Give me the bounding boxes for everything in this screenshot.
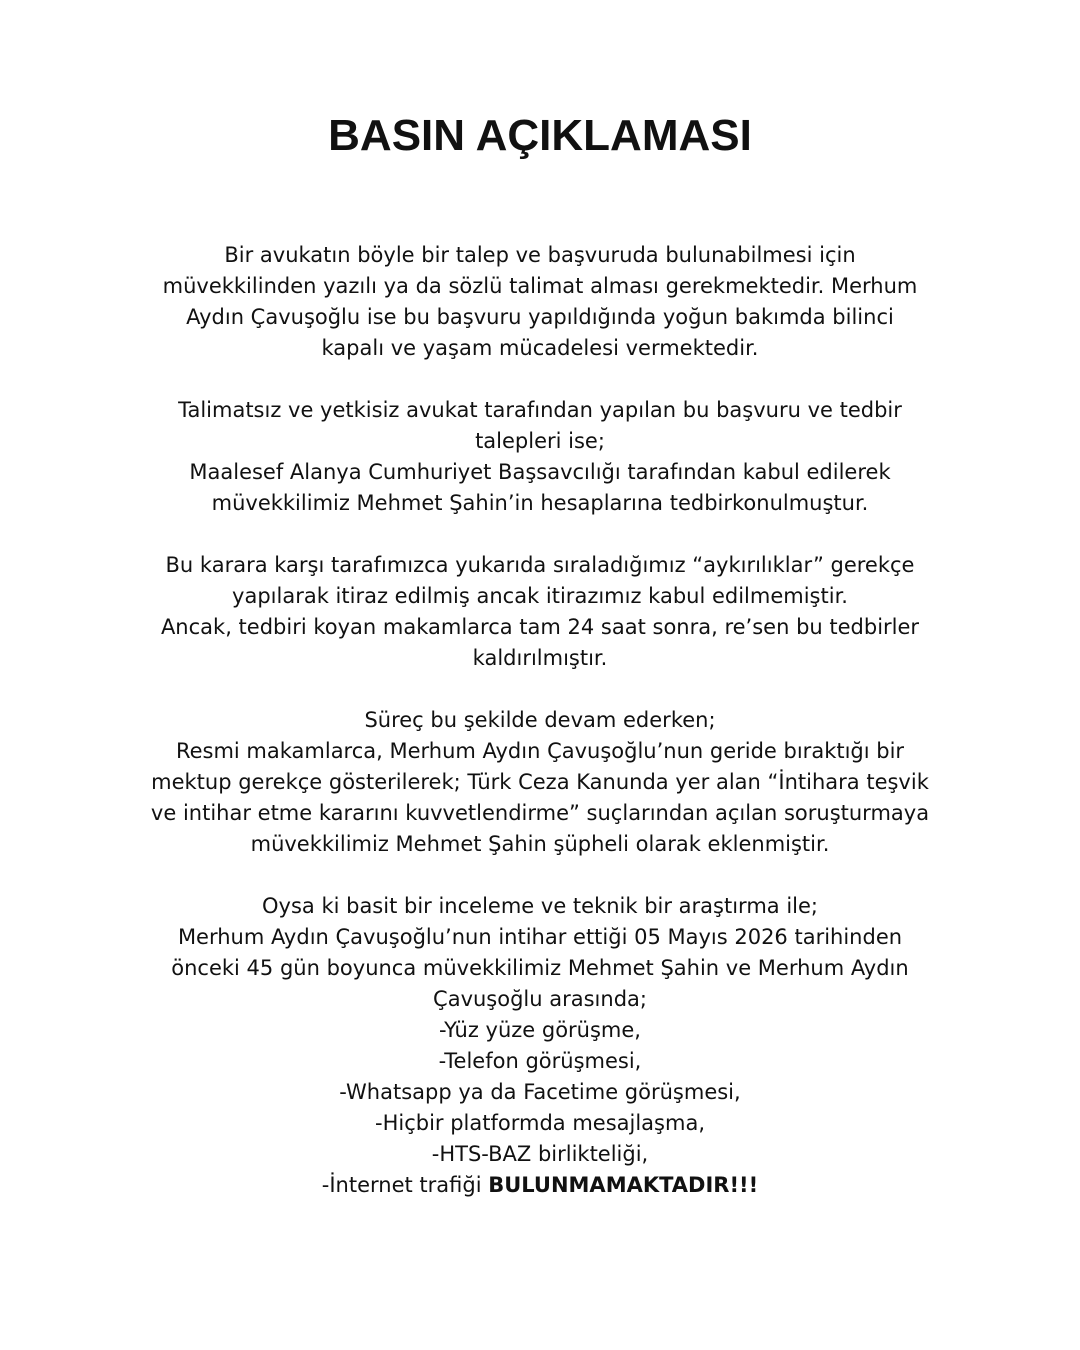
list-item-final: [90, 1170, 990, 1201]
text-line: talepleri ise;: [475, 429, 605, 453]
list-item: -Whatsapp ya da Facetime görüşmesi,: [339, 1080, 741, 1104]
list-item: -Telefon görüşmesi,: [438, 1049, 642, 1073]
text-line: Aydın Çavuşoğlu ise bu başvuru yapıldığında yoğun bakımda bilinci: [186, 305, 894, 329]
text-line: kaldırılmıştır.: [472, 646, 608, 670]
text-line: Resmi makamlarca, Merhum Aydın Çavuşoğlu’nun geride bıraktığı bir: [175, 739, 905, 763]
text-line: Maalesef Alanya Cumhuriyet Başsavcılığı tarafından kabul edilerek: [189, 460, 891, 484]
list-item: -Hiçbir platformda mesajlaşma,: [375, 1111, 705, 1135]
list-item: -HTS-BAZ birlikteliği,: [431, 1142, 649, 1166]
paragraph-2: [90, 395, 990, 519]
text-line: yapılarak itiraz edilmiş ancak itirazımız kabul edilmemiştir.: [232, 584, 848, 608]
text-line: ve intihar etme kararını kuvvetlendirme” suçlarından açılan soruşturmaya: [150, 801, 930, 825]
text-line: Ancak, tedbiri koyan makamlarca tam 24 saat sonra, re’sen bu tedbirler: [160, 615, 920, 639]
text-line: önceki 45 gün boyunca müvekkilimiz Mehmet Şahin ve Merhum Aydın: [171, 956, 909, 980]
text-line: mektup gerekçe gösterilerek; Türk Ceza Kanunda yer alan “İntihara teşvik: [151, 770, 929, 794]
list-item: -Yüz yüze görüşme,: [439, 1018, 641, 1042]
text-line: müvekkilimiz Mehmet Şahin şüpheli olarak eklenmiştir.: [250, 832, 830, 856]
text-line: Süreç bu şekilde devam ederken;: [364, 708, 716, 732]
text-line: Bir avukatın böyle bir talep ve başvuruda bulunabilmesi için: [224, 243, 856, 267]
text-line: müvekkilimiz Mehmet Şahin’in hesaplarına tedbirkonulmuştur.: [211, 491, 869, 515]
page-title: BASIN AÇIKLAMASI: [328, 111, 752, 160]
text-line: Talimatsız ve yetkisiz avukat tarafından yapılan bu başvuru ve tedbir: [178, 398, 902, 422]
text-line: Oysa ki basit bir inceleme ve teknik bir araştırma ile;: [262, 894, 818, 918]
paragraph-3: [90, 550, 990, 674]
final-line-emphasis: BULUNMAMAKTADIR!!!: [488, 1173, 759, 1197]
text-line: Bu karara karşı tarafımızca yukarıda sıraladığımız “aykırılıklar” gerekçe: [165, 553, 915, 577]
paragraph-4: [90, 705, 990, 860]
text-line: Çavuşoğlu arasında;: [433, 987, 647, 1011]
text-line: kapalı ve yaşam mücadelesi vermektedir.: [321, 336, 759, 360]
paragraph-5: [90, 891, 990, 1201]
press-release-body: [90, 240, 990, 1232]
text-line: müvekkilinden yazılı ya da sözlü talimat alması gerekmektedir. Merhum: [162, 274, 918, 298]
text-line: Merhum Aydın Çavuşoğlu’nun intihar ettiği 05 Mayıs 2026 tarihinden: [177, 925, 903, 949]
final-line-prefix: -İnternet trafiği: [321, 1173, 489, 1197]
paragraph-1: [90, 240, 990, 364]
